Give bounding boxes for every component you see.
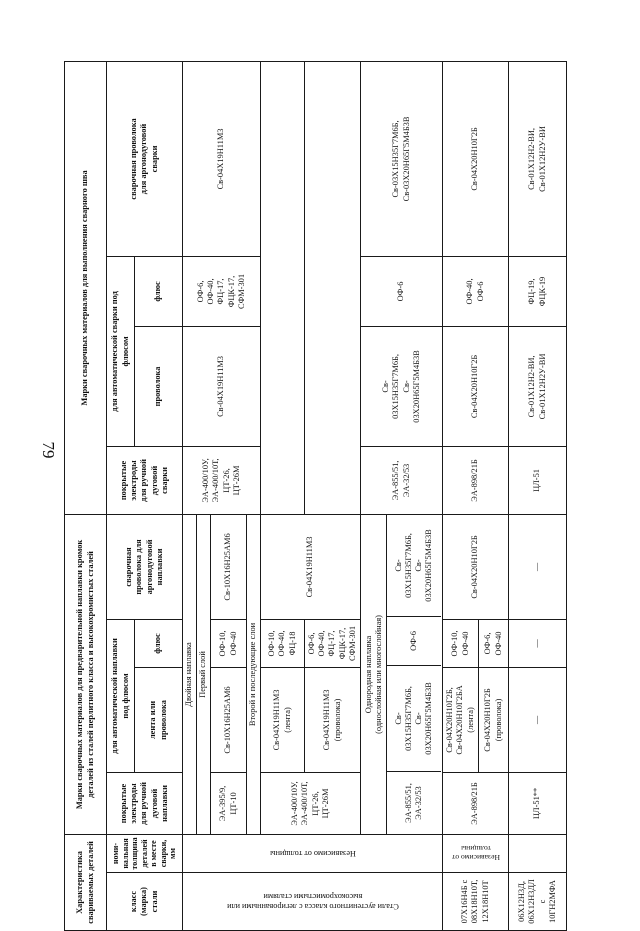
c-argon: — (509, 514, 567, 619)
page-number: 79 (39, 441, 58, 459)
header-argon-wire-surfacing: сварочная проволока для аргонодуговой наплавки (107, 514, 183, 619)
b-weld-wire: Св-04Х20Н10Г2Б (443, 326, 509, 446)
b-weld-electrodes: ЭА-898/21Б (443, 446, 509, 514)
a-single-strip: Св- 03Х15Н35Г7М6Б, Св- 03Х20Н65Г5М4Б3В (387, 665, 441, 771)
a-weld-spacer (261, 61, 305, 514)
a-weld-spacer-2 (305, 61, 361, 514)
group-c-class: 06Х12Н3Д, 06Х12Н3ДЛ с 10ГН2МФА (509, 873, 567, 931)
a-first-argon: Св-10Х16Н25АМ6 (211, 514, 247, 619)
a-weld-wire: Св-04Х19Н11М3 (183, 326, 261, 446)
b-weld-argon: Св-04Х20Н10Г2Б (443, 61, 509, 256)
header-electrodes-surfacing: покрытые электроды для ручной дуговой наплавки (107, 772, 183, 834)
a-weld-argon: Св-04Х19Н11М3 (183, 61, 261, 256)
b-argon: Св-04Х20Н10Г2Б (443, 514, 509, 619)
section-next-layers: Второй и последующие слои (247, 514, 261, 834)
a-single-weld-flux: ОФ-6 (361, 256, 443, 326)
group-a-thickness-text: Независимо от толщины (269, 849, 356, 859)
a-next-strip-flux: ОФ-10, ОФ-40, ФЦ-18 (261, 619, 305, 667)
a-weld-flux: ОФ-6, ОФ-40, ФЦ-17, ФЦК-17, СФМ-301 (183, 256, 261, 326)
group-b-thickness (443, 834, 509, 872)
c-flux: — (509, 619, 567, 667)
c-weld-wire: Св-01Х12Н2-ВИ, Св-01Х12Н2У-ВИ (509, 326, 567, 446)
header-argon-wire-welding: сварочная проволока для аргонодуговой сварки (107, 61, 183, 256)
header-characteristics: Характеристика свариваемых деталей (65, 834, 107, 930)
a-single-row (387, 515, 441, 834)
b-wire: Св-04Х20Н10Г2Б (проволока) (479, 667, 509, 772)
a-single-electrodes: ЭА-855/51, ЭА-32/53 (387, 771, 441, 834)
section-double: Двойная наплавка (183, 514, 197, 834)
section-first-layer: Первый слой (197, 514, 211, 834)
header-flux: флюс (135, 619, 183, 667)
b-strip: Св-04Х20Н10Г2Б, Св-04Х20Н10Г2БА (лента) (443, 667, 479, 772)
a-next-argon: Св-04Х19Н11М3 (261, 514, 361, 619)
c-electrodes: ЦЛ-51** (509, 772, 567, 834)
a-single-block (361, 514, 443, 834)
a-next-strip: Св-04Х19Н11М3 (лента) (261, 667, 305, 772)
welding-materials-table (64, 61, 567, 931)
header-class: класс (марка) стали (107, 873, 183, 931)
group-c-thickness (509, 834, 567, 872)
a-next-wire-flux: ОФ-6, ОФ-40, ФЦ-17, ФЦК-17, СФМ-301 (305, 619, 361, 667)
c-weld-electrodes: ЦЛ-51 (509, 446, 567, 514)
a-single-weld-electrodes: ЭА-855/51, ЭА-32/53 (361, 446, 443, 514)
a-first-flux: ОФ-10, ОФ-40 (211, 619, 247, 667)
header-auto-flux-welding: для автоматической сварки под флюсом (107, 256, 135, 446)
group-a-class-text: Стали аустенитного класса с легированными или высокохромистыми сталями (226, 892, 399, 912)
header-surfacing-group: Марки сварочных материалов для предварительной наплавки кромок деталей из сталей перлитного класса и высокохромистых сталей (65, 514, 107, 834)
b-weld-flux: ОФ-40, ОФ-6 (443, 256, 509, 326)
b-wire-flux: ОФ-6, ОФ-40 (479, 619, 509, 667)
group-b-thickness-text: Независимо от толщины (451, 844, 500, 863)
group-b-class: 07Х16Н4Б с 08Х18Н10Т, 12Х18Н10Т (443, 873, 509, 931)
a-single-argon: Св- 03Х15Н35Г7М6Б, Св- 03Х20Н65Г5М4Б3В (393, 529, 434, 602)
b-strip-flux: ОФ-10, ОФ-40 (443, 619, 479, 667)
a-first-strip: Св-10Х16Н25АМ6 (211, 667, 247, 772)
a-single-flux: ОФ-6 (387, 616, 441, 665)
a-weld-electrodes: ЭА-400/10У, ЭА-400/10Т, ЦТ-26, ЦТ-26М (183, 446, 261, 514)
c-weld-flux: ФЦ-19, ФЦК-19 (509, 256, 567, 326)
header-electrodes-welding: покрытые электроды для ручной дуговой сварки (107, 446, 183, 514)
header-thickness: номи- нальная толщина деталей в месте сварки, мм (107, 834, 183, 872)
group-a-class (183, 873, 443, 931)
header-wire: проволока (135, 326, 183, 446)
header-auto-flux-surfacing: для автоматической наплавки под флюсом (107, 619, 135, 772)
rotated-table-sheet (64, 62, 566, 931)
a-single-weld-wire: Св- 03Х15Н35Г7М6Б, Св- 03Х20Н65Г5М4Б3В (361, 326, 443, 446)
a-first-electrodes: ЭА-395/9, ЦТ-10 (211, 772, 247, 834)
a-single-weld-argon: Св-03Х15Н35Г7М6Б, Св-03Х20Н65Г5М4Б3В (361, 61, 443, 256)
group-a-thickness (183, 834, 443, 872)
a-next-electrodes: ЭА-400/10У, ЭА-400/10Т, ЦТ-26, ЦТ-26М (261, 772, 361, 834)
b-electrodes: ЭА-898/21Б (443, 772, 509, 834)
header-welding-group: Марки сварочных материалов для выполнения сварного шва (65, 61, 107, 514)
section-single: Однородная наплавка (однослойная или многослойная) (362, 515, 387, 834)
c-strip: — (509, 667, 567, 772)
header-flux-welding: флюс (135, 256, 183, 326)
a-next-wire: Св-04Х19Н11М3 (проволока) (305, 667, 361, 772)
c-weld-argon: Св-01Х12Н2-ВИ, Св-01Х12Н2У-ВИ (509, 61, 567, 256)
header-strip-or-wire: лента или проволока (135, 667, 183, 772)
